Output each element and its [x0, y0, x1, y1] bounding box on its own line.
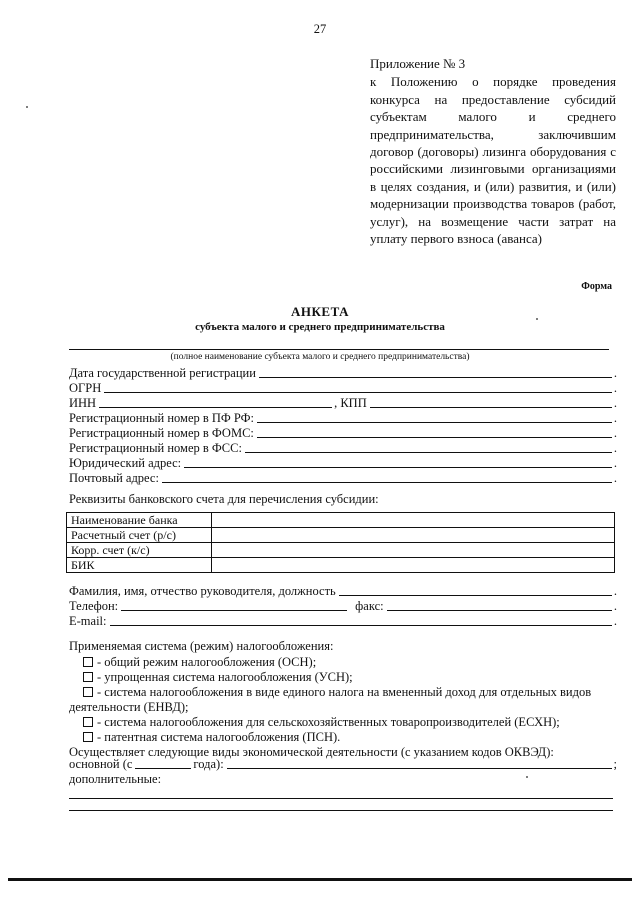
checkbox-icon[interactable]	[83, 717, 93, 727]
tax-option-label: - общий режим налогообложения (ОСН);	[97, 655, 317, 669]
table-row	[67, 513, 615, 528]
checkbox-icon[interactable]	[83, 657, 93, 667]
phone-field[interactable]	[121, 610, 347, 611]
bik-field[interactable]	[212, 558, 615, 573]
ogrn-field[interactable]	[104, 392, 612, 393]
activity-main-row	[69, 757, 617, 772]
bank-table	[66, 512, 615, 573]
activity-main-year-label: года):	[193, 757, 224, 771]
bank-name-field[interactable]	[212, 513, 615, 528]
phone-fax-row	[69, 599, 617, 614]
pf-number-field[interactable]	[257, 422, 612, 423]
pf-number-label: Регистрационный номер в ПФ РФ:	[69, 411, 255, 425]
tax-option-usn[interactable]	[83, 670, 353, 685]
fax-label: факс:	[355, 599, 384, 613]
postal-address-dot: .	[613, 471, 617, 485]
ogrn-dot: .	[613, 381, 617, 395]
kpp-dot: .	[613, 396, 617, 410]
table-row	[67, 558, 615, 573]
ogrn-row	[69, 381, 617, 396]
activity-additional-line-1[interactable]	[69, 798, 613, 799]
settlement-account-field[interactable]	[212, 528, 615, 543]
registration-date-row	[69, 366, 617, 381]
fax-field[interactable]	[387, 610, 612, 611]
tax-option-label: - патентная система налогообложения (ПСН).	[97, 730, 341, 744]
checkbox-icon[interactable]	[83, 687, 93, 697]
form-subtitle: субъекта малого и среднего предпринимательства	[195, 321, 445, 333]
registration-date-dot: .	[613, 366, 617, 380]
tax-option-eshn[interactable]	[83, 715, 560, 730]
postal-address-label: Почтовый адрес:	[69, 471, 159, 485]
activity-main-semicolon: ;	[613, 757, 617, 771]
manager-row	[69, 584, 617, 599]
foms-number-row	[69, 426, 617, 441]
full-name-caption: (полное наименование субъекта малого и среднего предпринимательства)	[170, 352, 470, 362]
bank-heading: Реквизиты банковского счета для перечисления субсидии:	[69, 492, 379, 506]
activity-main-field[interactable]	[227, 768, 612, 769]
fss-number-label: Регистрационный номер в ФСС:	[69, 441, 242, 455]
ogrn-label: ОГРН	[69, 381, 102, 395]
tax-option-label: - система налогообложения в виде единого налога на вмененный доход для отдельных видов	[97, 685, 592, 699]
fax-dot: .	[613, 599, 617, 613]
activity-additional-label: дополнительные:	[69, 772, 162, 786]
email-label: E-mail:	[69, 614, 107, 628]
checkbox-icon[interactable]	[83, 732, 93, 742]
fss-number-dot: .	[613, 441, 617, 455]
tax-option-envd[interactable]	[83, 685, 591, 700]
form-label: Форма	[581, 281, 612, 292]
form-title: АНКЕТА	[290, 304, 349, 319]
legal-address-row	[69, 456, 617, 471]
legal-address-field[interactable]	[184, 467, 612, 468]
registration-date-field[interactable]	[259, 377, 612, 378]
postal-address-field[interactable]	[162, 482, 612, 483]
corr-account-field[interactable]	[212, 543, 615, 558]
registration-date-label: Дата государственной регистрации	[69, 366, 256, 380]
kpp-label: , КПП	[334, 396, 367, 410]
tax-option-label: - упрощенная система налогообложения (УСН);	[97, 670, 353, 684]
appendix-block	[370, 55, 616, 247]
page-number: 27	[313, 22, 327, 36]
email-field[interactable]	[110, 625, 612, 626]
fss-number-field[interactable]	[245, 452, 612, 453]
checkbox-icon[interactable]	[83, 672, 93, 682]
manager-label: Фамилия, имя, отчество руководителя, должность	[69, 584, 336, 598]
inn-kpp-row	[69, 396, 617, 411]
scan-speck	[536, 318, 538, 320]
activity-main-year-field[interactable]	[135, 768, 191, 769]
phone-label: Телефон:	[69, 599, 119, 613]
appendix-title: Приложение № 3	[370, 56, 466, 71]
tax-heading: Применяемая система (режим) налогообложения:	[69, 639, 334, 653]
manager-field[interactable]	[339, 595, 612, 596]
inn-label: ИНН	[69, 396, 97, 410]
appendix-body: к Положению о порядке проведения конкурса на предоставление субсидий субъектам малого и среднего предпринимательства, заключившим договор (договоры) лизинга оборудования с российскими лизинговыми организациями в целях создания, и (или) развития, и (или) модернизации производства товаров (работ, услуг), на возмещение части затрат на уплату первого взноса (аванса)	[370, 74, 616, 247]
bank-name-label: Наименование банка	[67, 513, 212, 528]
legal-address-dot: .	[613, 456, 617, 470]
fss-number-row	[69, 441, 617, 456]
foms-number-dot: .	[613, 426, 617, 440]
table-row	[67, 543, 615, 558]
pf-number-dot: .	[613, 411, 617, 425]
table-row	[67, 528, 615, 543]
tax-option-osn[interactable]	[83, 655, 316, 670]
scan-speck	[526, 776, 528, 778]
corr-account-label: Корр. счет (к/с)	[67, 543, 212, 558]
kpp-field[interactable]	[370, 407, 612, 408]
activity-heading: Осуществляет следующие виды экономической деятельности (с указанием кодов ОКВЭД):	[69, 745, 554, 759]
tax-option-envd-continuation: деятельности (ЕНВД);	[69, 700, 189, 714]
pf-number-row	[69, 411, 617, 426]
scan-speck	[26, 106, 28, 108]
inn-field[interactable]	[99, 407, 332, 408]
scan-edge-bar	[8, 878, 632, 881]
postal-address-row	[69, 471, 617, 486]
activity-additional-line-2[interactable]	[69, 810, 613, 811]
email-dot: .	[613, 614, 617, 628]
activity-main-label: основной (с	[69, 757, 133, 771]
legal-address-label: Юридический адрес:	[69, 456, 182, 470]
bik-label: БИК	[67, 558, 212, 573]
tax-option-psn[interactable]	[83, 730, 340, 745]
full-name-line[interactable]	[69, 349, 609, 350]
email-row	[69, 614, 617, 629]
foms-number-label: Регистрационный номер в ФОМС:	[69, 426, 254, 440]
manager-dot: .	[613, 584, 617, 598]
foms-number-field[interactable]	[257, 437, 612, 438]
settlement-account-label: Расчетный счет (р/с)	[67, 528, 212, 543]
tax-option-label: - система налогообложения для сельскохозяйственных товаропроизводителей (ЕСХН);	[97, 715, 560, 729]
